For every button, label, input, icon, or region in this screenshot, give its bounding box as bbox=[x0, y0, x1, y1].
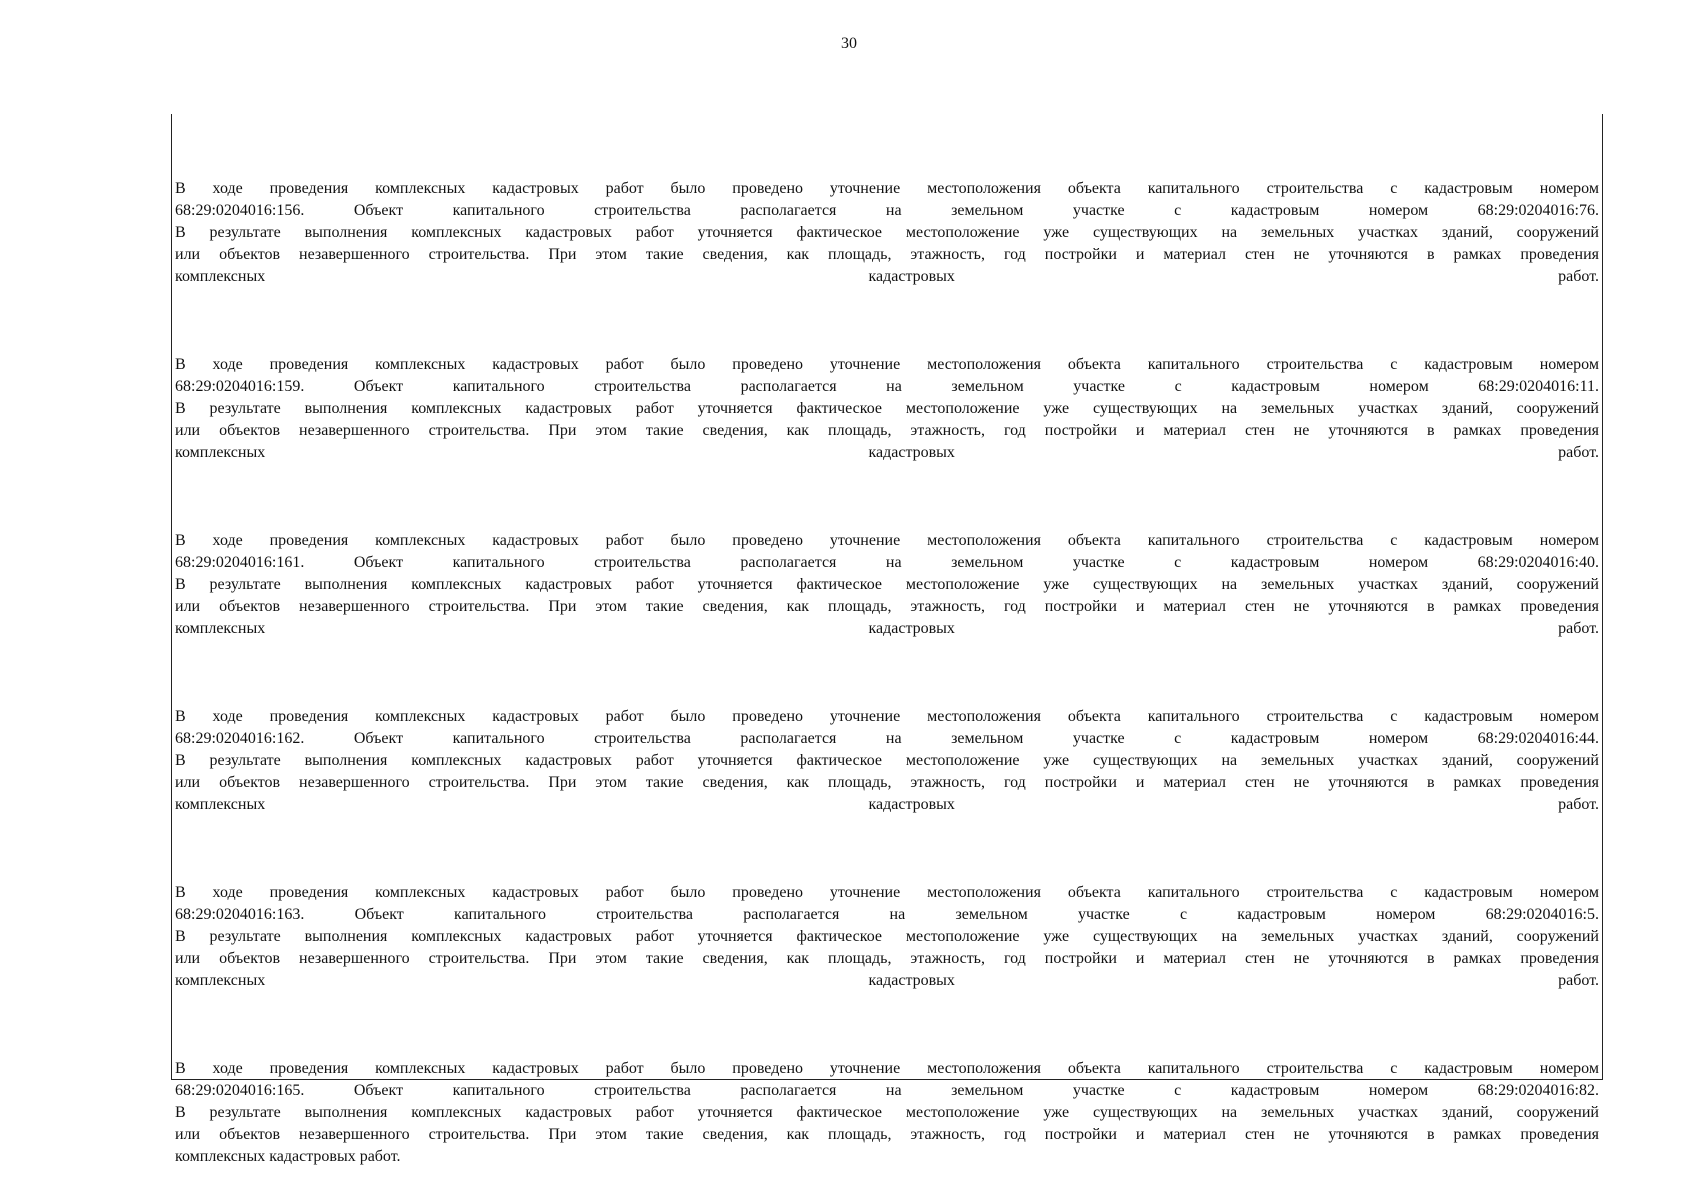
entry-line: В ходе проведения комплексных кадастровых работ было проведено уточнение местоположения объекта капитального строительства с кадастровым номером bbox=[175, 532, 1599, 549]
entry-line: В результате выполнения комплексных кадастровых работ уточняется фактическое местоположение уже существующих на земельных участках зданий, сооружений bbox=[175, 224, 1599, 241]
entry-paragraph bbox=[175, 706, 1599, 816]
entry-line: 68:29:0204016:163. Объект капитального строительства располагается на земельном участке с кадастровым номером 68:29:0204016:5. bbox=[175, 906, 1599, 923]
entry-line: комплексных кадастровых работ. bbox=[175, 620, 1599, 637]
document-frame bbox=[171, 114, 1603, 1165]
entry-line: В ходе проведения комплексных кадастровых работ было проведено уточнение местоположения объекта капитального строительства с кадастровым номером bbox=[175, 1060, 1599, 1077]
entry-line: или объектов незавершенного строительства. При этом такие сведения, как площадь, этажность, год постройки и материал стен не уточняются в рамках проведения bbox=[175, 422, 1599, 439]
entry-line: В ходе проведения комплексных кадастровых работ было проведено уточнение местоположения объекта капитального строительства с кадастровым номером bbox=[175, 180, 1599, 197]
entry-line: В результате выполнения комплексных кадастровых работ уточняется фактическое местоположение уже существующих на земельных участках зданий, сооружений bbox=[175, 1104, 1599, 1121]
entry-line: В ходе проведения комплексных кадастровых работ было проведено уточнение местоположения объекта капитального строительства с кадастровым номером bbox=[175, 884, 1599, 901]
entry-line: комплексных кадастровых работ. bbox=[175, 268, 1599, 285]
entry-line: комплексных кадастровых работ. bbox=[175, 972, 1599, 989]
entry-line: 68:29:0204016:161. Объект капитального строительства располагается на земельном участке с кадастровым номером 68:29:0204016:40. bbox=[175, 554, 1599, 571]
entry-line: 68:29:0204016:165. Объект капитального строительства располагается на земельном участке с кадастровым номером 68:29:0204016:82. bbox=[175, 1082, 1599, 1099]
entry-line: В результате выполнения комплексных кадастровых работ уточняется фактическое местоположение уже существующих на земельных участках зданий, сооружений bbox=[175, 576, 1599, 593]
entry-line: комплексных кадастровых работ. bbox=[175, 1148, 401, 1165]
entry-paragraph bbox=[175, 530, 1599, 640]
entry-line: 68:29:0204016:156. Объект капитального строительства располагается на земельном участке с кадастровым номером 68:29:0204016:76. bbox=[175, 202, 1599, 219]
entry-line: В ходе проведения комплексных кадастровых работ было проведено уточнение местоположения объекта капитального строительства с кадастровым номером bbox=[175, 356, 1599, 373]
entry-line: В результате выполнения комплексных кадастровых работ уточняется фактическое местоположение уже существующих на земельных участках зданий, сооружений bbox=[175, 752, 1599, 769]
entry-line: или объектов незавершенного строительства. При этом такие сведения, как площадь, этажность, год постройки и материал стен не уточняются в рамках проведения bbox=[175, 1126, 1599, 1143]
entry-line: или объектов незавершенного строительства. При этом такие сведения, как площадь, этажность, год постройки и материал стен не уточняются в рамках проведения bbox=[175, 598, 1599, 615]
page-number: 30 bbox=[841, 35, 857, 52]
entry-line: или объектов незавершенного строительства. При этом такие сведения, как площадь, этажность, год постройки и материал стен не уточняются в рамках проведения bbox=[175, 246, 1599, 263]
entry-line: В результате выполнения комплексных кадастровых работ уточняется фактическое местоположение уже существующих на земельных участках зданий, сооружений bbox=[175, 928, 1599, 945]
entry-line: 68:29:0204016:162. Объект капитального строительства располагается на земельном участке с кадастровым номером 68:29:0204016:44. bbox=[175, 730, 1599, 747]
entry-paragraph bbox=[175, 354, 1599, 464]
entry-paragraph bbox=[175, 178, 1599, 288]
entry-line: или объектов незавершенного строительства. При этом такие сведения, как площадь, этажность, год постройки и материал стен не уточняются в рамках проведения bbox=[175, 774, 1599, 791]
entry-line: комплексных кадастровых работ. bbox=[175, 444, 1599, 461]
entry-line: В результате выполнения комплексных кадастровых работ уточняется фактическое местоположение уже существующих на земельных участках зданий, сооружений bbox=[175, 400, 1599, 417]
entry-line: 68:29:0204016:159. Объект капитального строительства располагается на земельном участке с кадастровым номером 68:29:0204016:11. bbox=[175, 378, 1599, 395]
entry-line: В ходе проведения комплексных кадастровых работ было проведено уточнение местоположения объекта капитального строительства с кадастровым номером bbox=[175, 708, 1599, 725]
entry-line: или объектов незавершенного строительства. При этом такие сведения, как площадь, этажность, год постройки и материал стен не уточняются в рамках проведения bbox=[175, 950, 1599, 967]
entry-paragraph bbox=[175, 1058, 1599, 1168]
entries-list bbox=[175, 178, 1599, 1168]
entry-paragraph bbox=[175, 882, 1599, 992]
entry-line: комплексных кадастровых работ. bbox=[175, 796, 1599, 813]
